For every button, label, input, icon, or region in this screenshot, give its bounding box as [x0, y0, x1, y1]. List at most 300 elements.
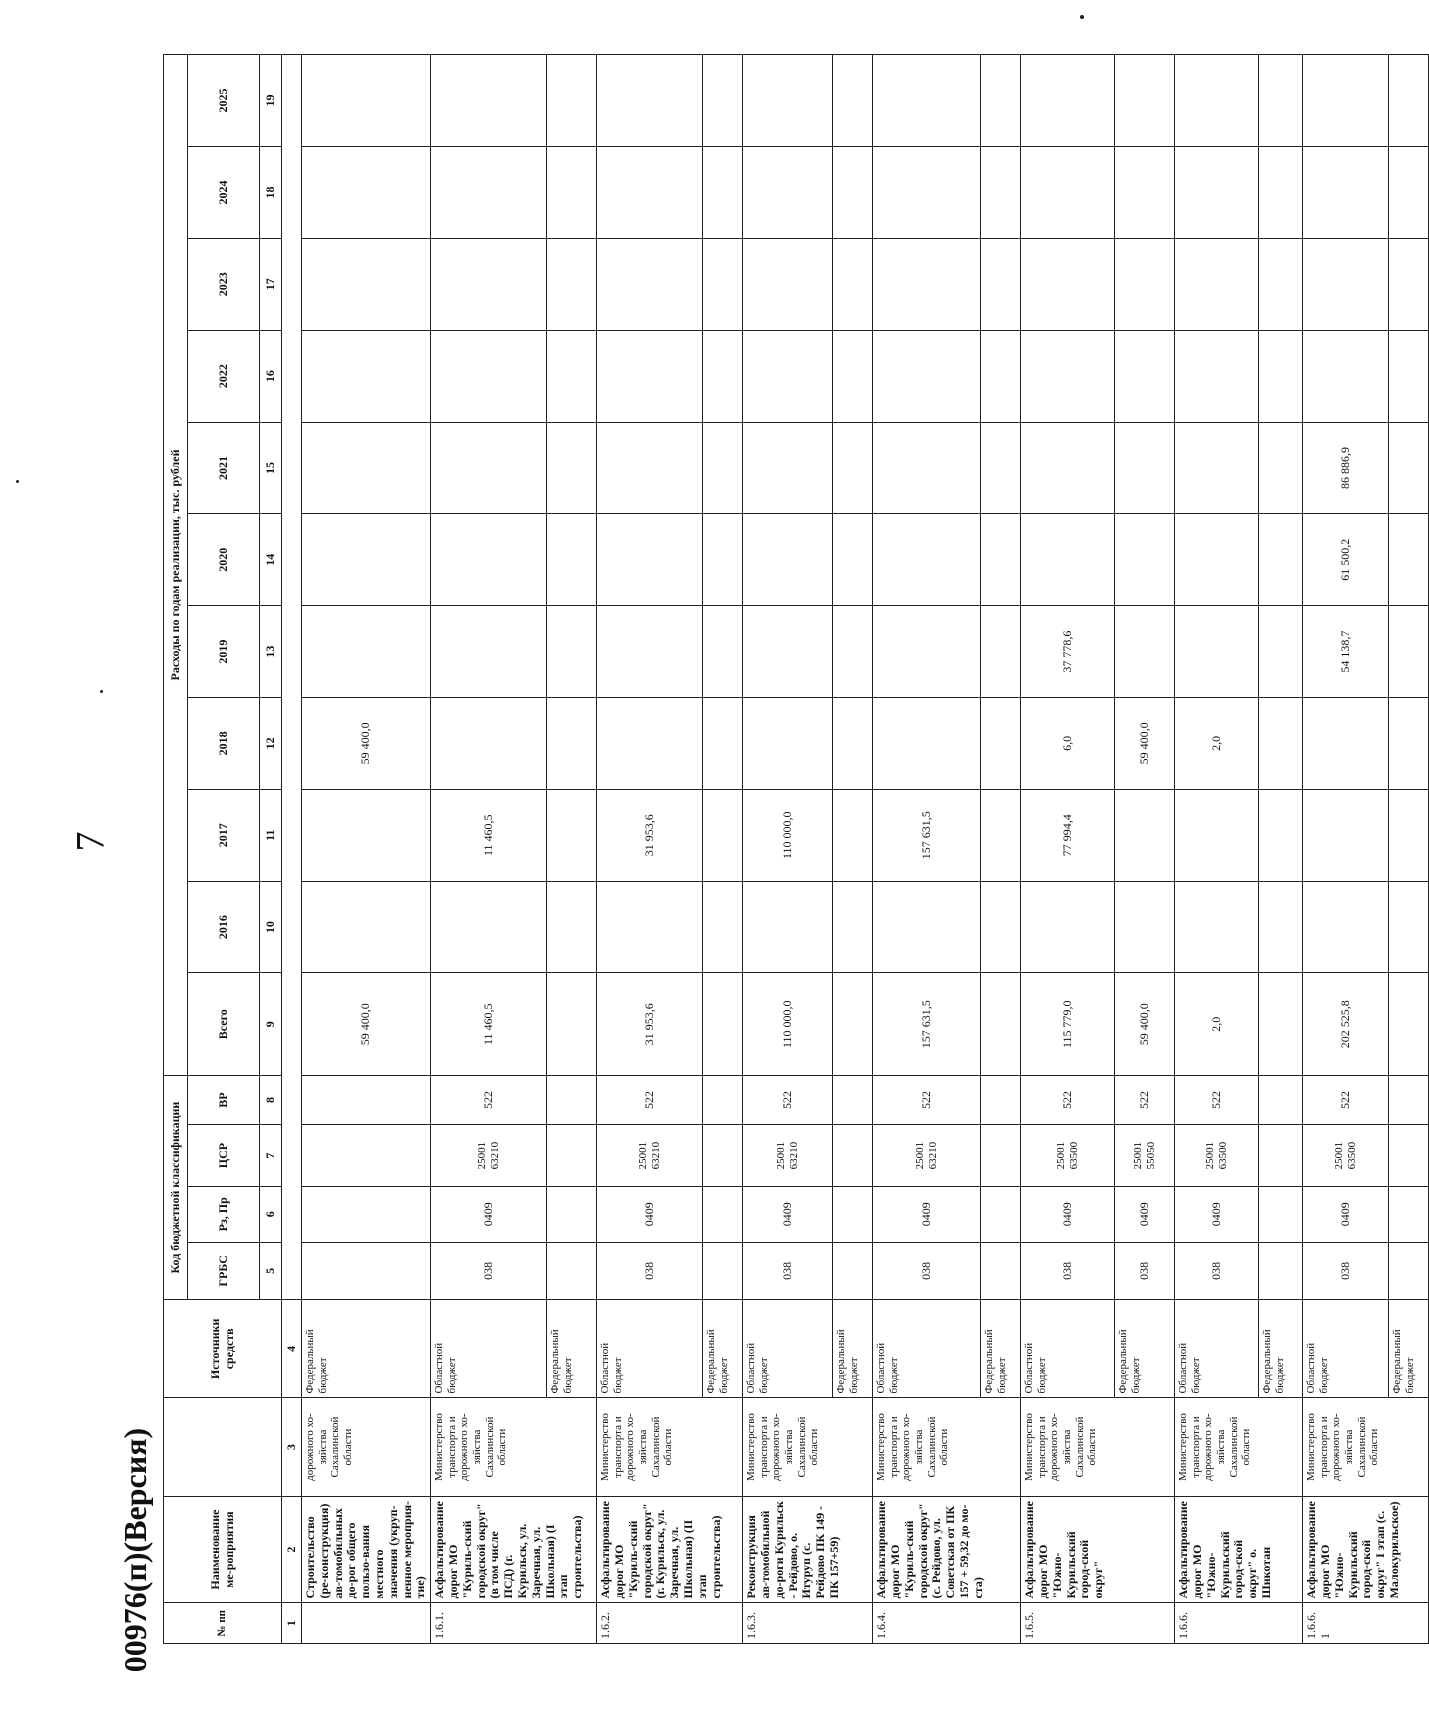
- header-year-2021: 2021: [188, 422, 260, 514]
- cell-y2016: [703, 881, 743, 973]
- table-row: [431, 55, 547, 1644]
- cell-y2024: [743, 147, 833, 239]
- cell-y2024: [873, 147, 981, 239]
- cell-grbs: [302, 1242, 431, 1300]
- cell-y2021: [547, 422, 597, 514]
- col-number: 9: [260, 973, 282, 1076]
- cell-total: [981, 973, 1021, 1076]
- cell-total: 59 400,0: [302, 973, 431, 1076]
- cell-y2020: [1389, 514, 1429, 606]
- cell-source: Федеральный бюджет: [1389, 1300, 1429, 1398]
- cell-total: 2,0: [1175, 973, 1259, 1076]
- executor: Министерство транспорта и дорожного хо-зяйства Сахалинской области: [873, 1398, 1021, 1496]
- cell-csr: 25001 63210: [743, 1125, 833, 1187]
- cell-grbs: [981, 1242, 1021, 1300]
- cell-total: [833, 973, 873, 1076]
- cell-total: 202 525,8: [1303, 973, 1389, 1076]
- cell-source: Областной бюджет: [1175, 1300, 1259, 1398]
- cell-y2024: [703, 147, 743, 239]
- executor: Министерство транспорта и дорожного хо-зяйства Сахалинской области: [431, 1398, 597, 1496]
- cell-y2022: [1115, 330, 1175, 422]
- cell-y2022: [1259, 330, 1303, 422]
- cell-grbs: 038: [431, 1242, 547, 1300]
- row-number: 1.6.1.: [431, 1603, 597, 1644]
- cell-rzpr: [981, 1187, 1021, 1243]
- cell-total: 115 779,0: [1021, 973, 1115, 1076]
- cell-y2021: 86 886,9: [1303, 422, 1389, 514]
- cell-y2017: [1115, 789, 1175, 881]
- cell-y2025: [1389, 55, 1429, 147]
- cell-grbs: [1389, 1242, 1429, 1300]
- cell-y2023: [873, 238, 981, 330]
- header-grbs: ГРБС: [188, 1242, 260, 1300]
- cell-y2016: [547, 881, 597, 973]
- executor: Министерство транспорта и дорожного хо-зяйства Сахалинской области: [597, 1398, 743, 1496]
- cell-y2018: [597, 698, 703, 790]
- scan-speck: [1080, 15, 1084, 19]
- cell-y2020: [1021, 514, 1115, 606]
- cell-y2022: [703, 330, 743, 422]
- cell-y2023: [1021, 238, 1115, 330]
- cell-source: Федеральный бюджет: [302, 1300, 431, 1398]
- col-number: 19: [260, 55, 282, 147]
- cell-y2021: [743, 422, 833, 514]
- header-vr: ВР: [188, 1075, 260, 1124]
- cell-rzpr: 0409: [743, 1187, 833, 1243]
- header-total: Всего: [188, 973, 260, 1076]
- cell-total: [1389, 973, 1429, 1076]
- cell-csr: 25001 55050: [1115, 1125, 1175, 1187]
- budget-table-rotated: [163, 54, 1416, 1644]
- cell-y2018: 59 400,0: [1115, 698, 1175, 790]
- cell-csr: [981, 1125, 1021, 1187]
- cell-y2019: [981, 606, 1021, 698]
- cell-y2023: [431, 238, 547, 330]
- cell-y2020: [1175, 514, 1259, 606]
- cell-y2020: [302, 514, 431, 606]
- cell-y2025: [1175, 55, 1259, 147]
- cell-csr: 25001 63500: [1021, 1125, 1115, 1187]
- cell-y2023: [981, 238, 1021, 330]
- cell-y2020: [833, 514, 873, 606]
- cell-y2022: [1175, 330, 1259, 422]
- cell-y2020: [703, 514, 743, 606]
- cell-y2024: [1389, 147, 1429, 239]
- cell-vr: 522: [1175, 1075, 1259, 1124]
- cell-y2022: [1389, 330, 1429, 422]
- header-csr: ЦСР: [188, 1125, 260, 1187]
- cell-rzpr: 0409: [431, 1187, 547, 1243]
- cell-csr: [1389, 1125, 1429, 1187]
- cell-y2024: [1175, 147, 1259, 239]
- cell-y2021: [703, 422, 743, 514]
- cell-y2018: 59 400,0: [302, 698, 431, 790]
- cell-rzpr: 0409: [1115, 1187, 1175, 1243]
- row-number: 1.6.5.: [1021, 1603, 1175, 1644]
- cell-y2024: [597, 147, 703, 239]
- table-row: [302, 55, 431, 1644]
- table-row: [873, 55, 981, 1644]
- cell-y2022: [833, 330, 873, 422]
- cell-grbs: [833, 1242, 873, 1300]
- cell-csr: 25001 63210: [431, 1125, 547, 1187]
- cell-csr: 25001 63500: [1303, 1125, 1389, 1187]
- cell-y2017: [1175, 789, 1259, 881]
- cell-y2021: [873, 422, 981, 514]
- cell-y2023: [833, 238, 873, 330]
- col-number: 15: [260, 422, 282, 514]
- cell-y2025: [1115, 55, 1175, 147]
- cell-y2022: [302, 330, 431, 422]
- header-year-2018: 2018: [188, 698, 260, 790]
- executor: Министерство транспорта и дорожного хо-зяйства Сахалинской области: [1021, 1398, 1175, 1496]
- cell-rzpr: 0409: [1303, 1187, 1389, 1243]
- cell-y2019: [1389, 606, 1429, 698]
- col-number: 14: [260, 514, 282, 606]
- cell-y2022: [1303, 330, 1389, 422]
- event-name: Асфальтирование дорог МО "Южно-Курильский город-ской округ" о. Шикотан: [1175, 1496, 1303, 1603]
- cell-source: Областной бюджет: [1021, 1300, 1115, 1398]
- cell-csr: [1259, 1125, 1303, 1187]
- cell-y2023: [1115, 238, 1175, 330]
- cell-y2025: [547, 55, 597, 147]
- header-year-2020: 2020: [188, 514, 260, 606]
- cell-csr: 25001 63210: [597, 1125, 703, 1187]
- cell-rzpr: 0409: [597, 1187, 703, 1243]
- cell-y2023: [597, 238, 703, 330]
- cell-y2016: [873, 881, 981, 973]
- cell-vr: 522: [873, 1075, 981, 1124]
- cell-y2018: [1303, 698, 1389, 790]
- cell-y2021: [302, 422, 431, 514]
- cell-y2018: [1389, 698, 1429, 790]
- cell-y2025: [743, 55, 833, 147]
- event-name: Строительство (ре-конструкция) ав-томобильных до-рог общего пользо-вания местного значения (укруп-ненное мероприя-тие): [302, 1496, 431, 1603]
- cell-grbs: 038: [1021, 1242, 1115, 1300]
- cell-y2024: [1259, 147, 1303, 239]
- cell-y2017: 11 460,5: [431, 789, 547, 881]
- cell-y2021: [597, 422, 703, 514]
- cell-vr: [547, 1075, 597, 1124]
- cell-y2016: [1175, 881, 1259, 973]
- cell-y2017: [1259, 789, 1303, 881]
- cell-rzpr: [547, 1187, 597, 1243]
- cell-y2018: [1259, 698, 1303, 790]
- event-name: Асфальтирование дорог МО "Южно-Курильский город-ской округ": [1021, 1496, 1175, 1603]
- cell-y2019: [743, 606, 833, 698]
- cell-total: [703, 973, 743, 1076]
- cell-y2019: [1115, 606, 1175, 698]
- cell-y2017: [547, 789, 597, 881]
- cell-source: Федеральный бюджет: [1115, 1300, 1175, 1398]
- cell-source: Федеральный бюджет: [981, 1300, 1021, 1398]
- header-name: Наименование ме-роприятия: [164, 1496, 282, 1603]
- cell-y2025: [302, 55, 431, 147]
- cell-y2016: [1115, 881, 1175, 973]
- row-number: 1.6.3.: [743, 1603, 873, 1644]
- cell-y2017: [1389, 789, 1429, 881]
- cell-y2020: [547, 514, 597, 606]
- cell-y2021: [833, 422, 873, 514]
- cell-y2025: [597, 55, 703, 147]
- row-number: 1.6.2.: [597, 1603, 743, 1644]
- cell-csr: [833, 1125, 873, 1187]
- cell-y2020: [1259, 514, 1303, 606]
- cell-y2018: 6,0: [1021, 698, 1115, 790]
- cell-y2021: [1021, 422, 1115, 514]
- col-number: 13: [260, 606, 282, 698]
- cell-source: Федеральный бюджет: [1259, 1300, 1303, 1398]
- cell-csr: [302, 1125, 431, 1187]
- cell-y2017: 157 631,5: [873, 789, 981, 881]
- cell-y2021: [1115, 422, 1175, 514]
- cell-y2025: [1021, 55, 1115, 147]
- cell-y2023: [1303, 238, 1389, 330]
- cell-y2022: [1021, 330, 1115, 422]
- header-year-2023: 2023: [188, 238, 260, 330]
- cell-y2017: [833, 789, 873, 881]
- cell-y2024: [431, 147, 547, 239]
- executor: дорожного хо-зяйства Сахалинской области: [302, 1398, 431, 1496]
- cell-y2025: [981, 55, 1021, 147]
- header-rzpr: Рз, Пр: [188, 1187, 260, 1243]
- cell-y2023: [743, 238, 833, 330]
- table-row: [1303, 55, 1389, 1644]
- cell-grbs: [1259, 1242, 1303, 1300]
- document-code: 00976(п)(Версия): [117, 1427, 153, 1673]
- table-row: [597, 55, 703, 1644]
- header-classification: Код бюджетной классификации: [164, 1075, 188, 1299]
- cell-source: Областной бюджет: [743, 1300, 833, 1398]
- cell-source: Федеральный бюджет: [547, 1300, 597, 1398]
- header-year-2017: 2017: [188, 789, 260, 881]
- column-number-row-left: [282, 55, 302, 1644]
- cell-y2025: [431, 55, 547, 147]
- cell-y2019: [547, 606, 597, 698]
- cell-y2018: [981, 698, 1021, 790]
- cell-y2020: [597, 514, 703, 606]
- cell-source: Областной бюджет: [431, 1300, 547, 1398]
- cell-y2025: [1303, 55, 1389, 147]
- row-number: [302, 1603, 431, 1644]
- cell-csr: [547, 1125, 597, 1187]
- cell-y2019: [431, 606, 547, 698]
- cell-y2023: [1389, 238, 1429, 330]
- cell-source: Областной бюджет: [597, 1300, 703, 1398]
- row-number: 1.6.4.: [873, 1603, 1021, 1644]
- cell-vr: 522: [431, 1075, 547, 1124]
- cell-y2021: [1389, 422, 1429, 514]
- cell-grbs: 038: [597, 1242, 703, 1300]
- cell-y2022: [597, 330, 703, 422]
- cell-y2018: [431, 698, 547, 790]
- cell-total: 31 953,6: [597, 973, 703, 1076]
- header-source: Источники средств: [164, 1300, 282, 1398]
- cell-y2016: [1303, 881, 1389, 973]
- col-number: 5: [260, 1242, 282, 1300]
- header-year-2024: 2024: [188, 147, 260, 239]
- cell-vr: [302, 1075, 431, 1124]
- cell-rzpr: [833, 1187, 873, 1243]
- col-number: 3: [282, 1398, 302, 1496]
- budget-table: [163, 54, 1429, 1644]
- cell-grbs: 038: [1115, 1242, 1175, 1300]
- page-number: 7: [67, 831, 113, 852]
- cell-y2018: 2,0: [1175, 698, 1259, 790]
- cell-y2023: [1259, 238, 1303, 330]
- cell-source: Областной бюджет: [1303, 1300, 1389, 1398]
- cell-vr: 522: [1115, 1075, 1175, 1124]
- col-number: 6: [260, 1187, 282, 1243]
- col-number: 10: [260, 881, 282, 973]
- cell-y2020: [743, 514, 833, 606]
- cell-y2024: [1303, 147, 1389, 239]
- cell-y2025: [1259, 55, 1303, 147]
- cell-y2023: [703, 238, 743, 330]
- event-name: Асфальтирование дорог МО "Куриль-ский городской округ" (г. Курильск, ул. Заречная, ул. Школьная) (II этап строительства): [597, 1496, 743, 1603]
- cell-csr: 25001 63210: [873, 1125, 981, 1187]
- header-year-2022: 2022: [188, 330, 260, 422]
- col-number: 4: [282, 1300, 302, 1398]
- cell-y2021: [981, 422, 1021, 514]
- cell-grbs: 038: [873, 1242, 981, 1300]
- cell-y2017: 77 994,4: [1021, 789, 1115, 881]
- cell-y2021: [1175, 422, 1259, 514]
- cell-y2016: [1259, 881, 1303, 973]
- cell-y2020: [431, 514, 547, 606]
- cell-y2017: [703, 789, 743, 881]
- cell-rzpr: 0409: [873, 1187, 981, 1243]
- cell-y2020: [1115, 514, 1175, 606]
- col-number: 16: [260, 330, 282, 422]
- cell-y2024: [547, 147, 597, 239]
- cell-grbs: [703, 1242, 743, 1300]
- cell-y2016: [302, 881, 431, 973]
- scan-speck: [16, 480, 19, 483]
- event-name: Реконструкция ав-томобильной до-роги Курильск - Рейдово, о. Итуруп (с. Рейдово ПК 149 - ПК 157+59): [743, 1496, 873, 1603]
- cell-y2024: [302, 147, 431, 239]
- executor: Министерство транспорта и дорожного хо-зяйства Сахалинской области: [1175, 1398, 1303, 1496]
- cell-y2016: [1021, 881, 1115, 973]
- cell-y2017: [981, 789, 1021, 881]
- cell-y2022: [981, 330, 1021, 422]
- cell-y2019: [597, 606, 703, 698]
- cell-y2016: [743, 881, 833, 973]
- cell-y2019: [833, 606, 873, 698]
- col-number: 12: [260, 698, 282, 790]
- cell-y2018: [833, 698, 873, 790]
- cell-rzpr: [1389, 1187, 1429, 1243]
- cell-y2016: [981, 881, 1021, 973]
- col-number: 1: [282, 1603, 302, 1644]
- header-year-2016: 2016: [188, 881, 260, 973]
- cell-y2024: [1021, 147, 1115, 239]
- event-name: Асфальтирование дорог МО "Куриль-ский городской округ" (в том числе ПСД) (г. Курильск, ул. Заречная, ул. Школьная) (I этап строительства): [431, 1496, 597, 1603]
- cell-y2023: [547, 238, 597, 330]
- cell-y2024: [833, 147, 873, 239]
- cell-source: Федеральный бюджет: [833, 1300, 873, 1398]
- cell-grbs: [547, 1242, 597, 1300]
- cell-y2021: [1259, 422, 1303, 514]
- cell-grbs: 038: [1175, 1242, 1259, 1300]
- executor: Министерство транспорта и дорожного хо-зяйства Сахалинской области: [743, 1398, 873, 1496]
- executor: Министерство транспорта и дорожного хо-зяйства Сахалинской области: [1303, 1398, 1429, 1496]
- cell-y2016: [597, 881, 703, 973]
- cell-y2018: [743, 698, 833, 790]
- cell-vr: 522: [743, 1075, 833, 1124]
- cell-y2024: [1115, 147, 1175, 239]
- cell-y2017: 31 953,6: [597, 789, 703, 881]
- cell-y2022: [743, 330, 833, 422]
- cell-source: Областной бюджет: [873, 1300, 981, 1398]
- cell-grbs: 038: [1303, 1242, 1389, 1300]
- cell-y2019: [302, 606, 431, 698]
- col-number: 17: [260, 238, 282, 330]
- cell-rzpr: 0409: [1175, 1187, 1259, 1243]
- cell-y2020: 61 500,2: [1303, 514, 1389, 606]
- cell-vr: [1389, 1075, 1429, 1124]
- cell-y2021: [431, 422, 547, 514]
- col-number: 18: [260, 147, 282, 239]
- cell-vr: [981, 1075, 1021, 1124]
- cell-rzpr: [1259, 1187, 1303, 1243]
- col-number: 7: [260, 1125, 282, 1187]
- cell-total: [1259, 973, 1303, 1076]
- event-name: Асфальтирование дорог МО "Южно-Курильский город-ской округ" I этап (с. Малокурильское): [1303, 1496, 1429, 1603]
- row-number: 1.6.6.: [1175, 1603, 1303, 1644]
- cell-y2020: [873, 514, 981, 606]
- cell-y2019: 54 138,7: [1303, 606, 1389, 698]
- cell-y2016: [1389, 881, 1429, 973]
- cell-total: [547, 973, 597, 1076]
- cell-y2020: [981, 514, 1021, 606]
- cell-csr: 25001 63500: [1175, 1125, 1259, 1187]
- cell-y2023: [302, 238, 431, 330]
- row-number: 1.6.6.1: [1303, 1603, 1429, 1644]
- cell-y2016: [431, 881, 547, 973]
- cell-total: 157 631,5: [873, 973, 981, 1076]
- event-name: Асфальтирование дорог МО "Куриль-ский городской округ" (с. Рейдово, ул. Советская от ПК 157 + 59,32 до мо-ста): [873, 1496, 1021, 1603]
- cell-y2016: [833, 881, 873, 973]
- cell-y2022: [431, 330, 547, 422]
- cell-rzpr: [703, 1187, 743, 1243]
- cell-vr: [1259, 1075, 1303, 1124]
- cell-vr: [833, 1075, 873, 1124]
- cell-y2025: [703, 55, 743, 147]
- table-row: [1175, 55, 1259, 1644]
- cell-y2025: [833, 55, 873, 147]
- header-num: № пп: [164, 1603, 282, 1644]
- cell-y2019: [873, 606, 981, 698]
- cell-y2019: 37 778,6: [1021, 606, 1115, 698]
- cell-y2017: [1303, 789, 1389, 881]
- cell-rzpr: 0409: [1021, 1187, 1115, 1243]
- cell-y2017: 110 000,0: [743, 789, 833, 881]
- header-year-2019: 2019: [188, 606, 260, 698]
- cell-csr: [703, 1125, 743, 1187]
- table-row: [1021, 55, 1115, 1644]
- cell-y2018: [873, 698, 981, 790]
- cell-y2018: [703, 698, 743, 790]
- cell-total: 59 400,0: [1115, 973, 1175, 1076]
- header-year-2025: 2025: [188, 55, 260, 147]
- cell-vr: 522: [597, 1075, 703, 1124]
- cell-y2017: [302, 789, 431, 881]
- cell-source: Федеральный бюджет: [703, 1300, 743, 1398]
- cell-vr: [703, 1075, 743, 1124]
- cell-y2018: [547, 698, 597, 790]
- cell-vr: 522: [1303, 1075, 1389, 1124]
